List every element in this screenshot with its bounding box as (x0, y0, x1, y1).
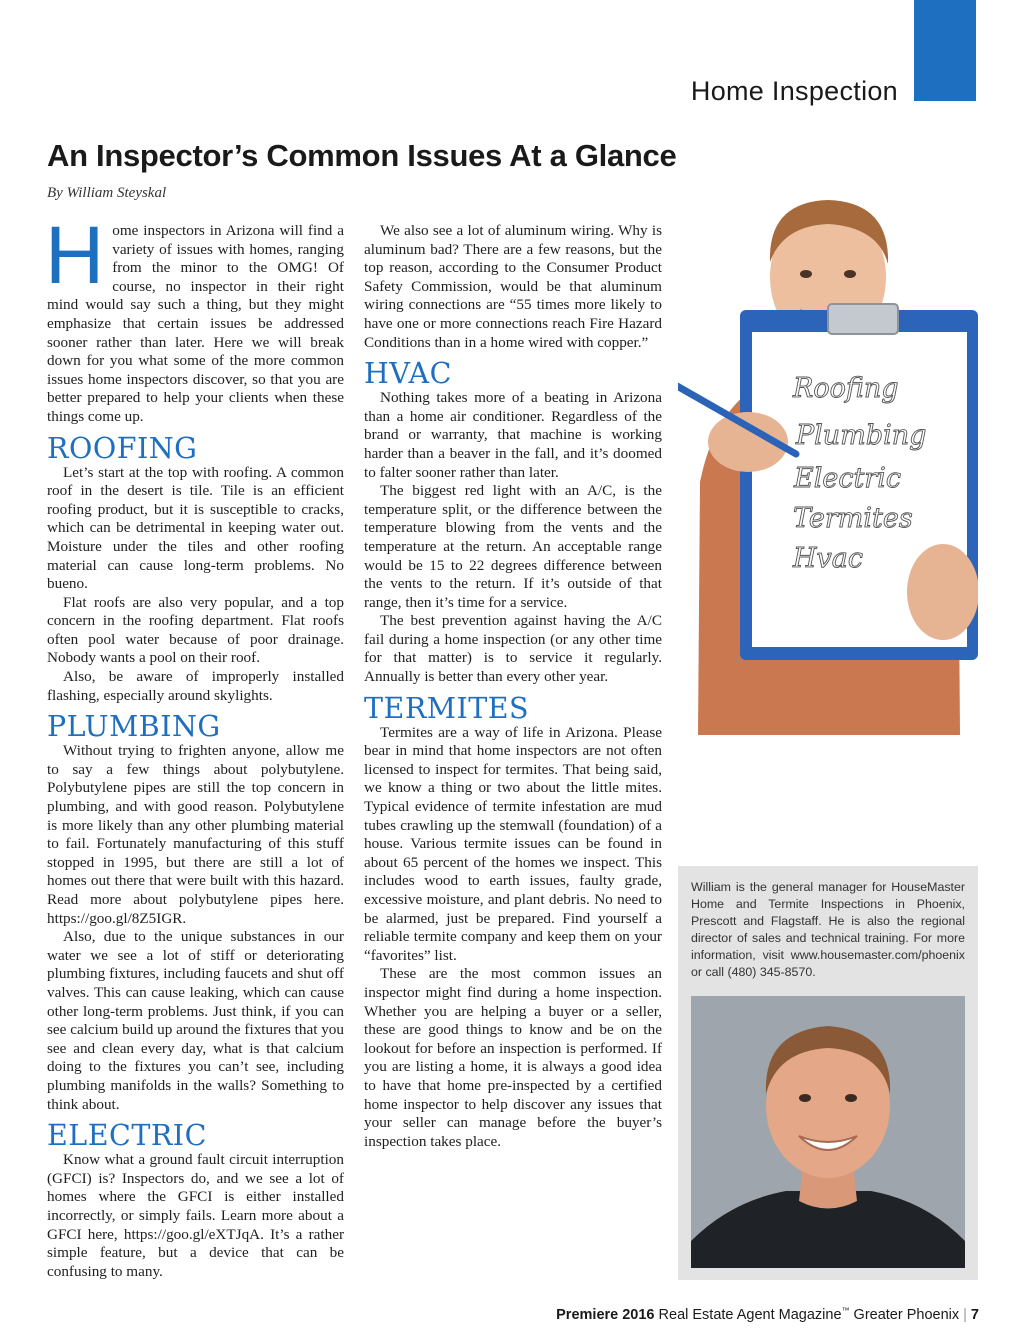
roofing-paragraph-3: Also, be aware of improperly installed flashing, especially around skylights. (47, 668, 344, 704)
heading-hvac: HVAC (364, 357, 452, 391)
clipboard-item-plumbing: Plumbing (796, 420, 927, 451)
footer-trademark: ™ (841, 1306, 850, 1315)
page-number: 7 (970, 1306, 979, 1323)
drop-cap: H (45, 210, 105, 301)
section-color-tab (914, 0, 976, 101)
author-bio-box (678, 866, 978, 1280)
author-bio-text: William is the general manager for HouseMaster Home and Termite Inspections in Phoenix, Prescott and Flagstaff. He is also the regional director of sales and technical training. For more information, visit www.housemaster.com/phoenix or call (480) 345-8570. (691, 880, 965, 979)
clipboard-item-roofing: Roofing (793, 373, 899, 404)
column-1 (45, 210, 344, 1292)
termites-paragraph-1: Termites are a way of life in Arizona. Please bear in mind that home inspectors are not often licensed to inspect for termites. That being said, we know a thing or two about the little mites. Typical evidence of termite infestation are mud tubes crawling up the stemwall (foundation) of a house. Various termite issues can be found in about 65 percent of the homes we inspect. This includes wood to earth issues, faulty grade, excessive moisture, and plant debris. No need to be alarmed, just be prepared. Find yourself a reliable termite company and keep them on your “favorites” list. (364, 723, 662, 964)
hvac-paragraph-3: The best prevention against having the A/C fail during a home inspection (or any other time for that matter) is to service it regularly. Annually is better than every other year. (364, 612, 662, 686)
inspector-clipboard-photo (678, 182, 978, 735)
roofing-paragraph-1: Let’s start at the top with roofing. A common roof in the desert is tile. Tile is an efficient roofing product, but it is susceptible to cracks, which can be detrimental in keeping water out. Moisture under the tiles and other roofing material can cause long-term problems. No bueno. (47, 463, 344, 593)
section-header: Home Inspection (690, 76, 898, 106)
clipboard-item-termites: Termites (793, 503, 913, 534)
author-headshot (691, 996, 965, 1268)
page-footer: Premiere 2016 Real Estate Agent Magazine™ Greater Phoenix | 7 (556, 1306, 979, 1323)
roofing-paragraph-2: Flat roofs are also very popular, and a top concern in the roofing department. Flat roofs often pool water because of poor drainage. Nobody wants a pool on their roof. (47, 593, 344, 667)
clipboard-item-hvac: Hvac (793, 543, 864, 574)
intro-paragraph (45, 210, 344, 427)
hvac-paragraph-2: The biggest red light with an A/C, is the temperature split, or the difference between the temperature blowing from the vents and the temperature at the return. An acceptable range would be 15 to 22 degrees difference between the vents to the return. If it’s outside of that range, then it’s time for a service. (364, 482, 662, 611)
clipboard-item-electric: Electric (794, 463, 901, 494)
footer-region: Greater Phoenix (853, 1306, 960, 1323)
plumbing-paragraph-2: Also, due to the unique substances in our water we see a lot of stiff or deteriorating plumbing fixtures, including faucets and shut off valves. This can cause leaking, which can cause other long-term problems. Just think, if you can see calcium build up around the fixtures that you see and clean every day, what is that calcium doing to the fixtures you can’t see, including plumbing manifolds in the walls? Something to think about. (47, 928, 344, 1113)
electric-paragraph-1: Know what a ground fault circuit interruption (GFCI) is? Inspectors do, and we see a lot of homes where the GFCI is either installed incorrectly, or simply fails. Learn more about a GFCI here, https://goo.gl/eXTJqA. It’s a rather simple feature, but a device that can be confusing to many. (47, 1151, 344, 1280)
electric-paragraph-2: We also see a lot of aluminum wiring. Why is aluminum bad? There are a few reasons, but the top reason, according to the Consumer Product Safety Commission, would be that aluminum wiring connections are “55 times more likely to have one or more connections reach Fire Hazard Conditions than in a home wired with copper.” (364, 222, 662, 351)
heading-roofing: ROOFING (47, 431, 198, 465)
heading-termites: TERMITES (364, 691, 530, 725)
column-2 (364, 222, 662, 1292)
termites-paragraph-2: These are the most common issues an inspector might find during a home inspection. Whether you are helping a buyer or a seller, these are good things to know and be on the lookout for before an inspection is performed. If you are listing a home, it is always a good idea to have that home pre-inspected by a certified home inspector to help discover any issues that your seller can manage before the buyer’s inspection takes place. (364, 965, 662, 1150)
hvac-paragraph-1: Nothing takes more of a beating in Arizona than a home air conditioner. Regardless of the brand or warranty, that machine is working harder than a beaver in the fall, and it’s doomed to falter sooner rather than later. (364, 389, 662, 481)
byline: By William Steyskal (47, 185, 167, 201)
heading-plumbing: PLUMBING (47, 710, 221, 744)
footer-magazine: Real Estate Agent Magazine (658, 1306, 842, 1323)
plumbing-paragraph-1: Without trying to frighten anyone, allow me to say a few things about polybutylene. Polybutylene pipes are still the top concern in plumbing, and with good reason. Polybutylene is more likely than any other plumbing material to fail. Fortunately manufacturing of this stuff stopped in 1995, but there are still a lot of homes out there that were built with this hazard. Read more about polybutylene pipes here. https://goo.gl/8Z5IGR. (47, 742, 344, 927)
intro-text: ome inspectors in Arizona will find a variety of issues with homes, ranging from the minor to the OMG! Of course, no inspector in their right mind would say such a thing, but they might emphasize that certain issues be addressed sooner rather than later. Here we will break down for you what some of the more common issues home inspectors discover, so that you are better prepared to help your clients when these things come up. (47, 222, 344, 425)
footer-issue: Premiere 2016 (556, 1306, 655, 1323)
heading-electric: ELECTRIC (47, 1119, 207, 1153)
article-title: An Inspector’s Common Issues At a Glance (47, 138, 677, 173)
